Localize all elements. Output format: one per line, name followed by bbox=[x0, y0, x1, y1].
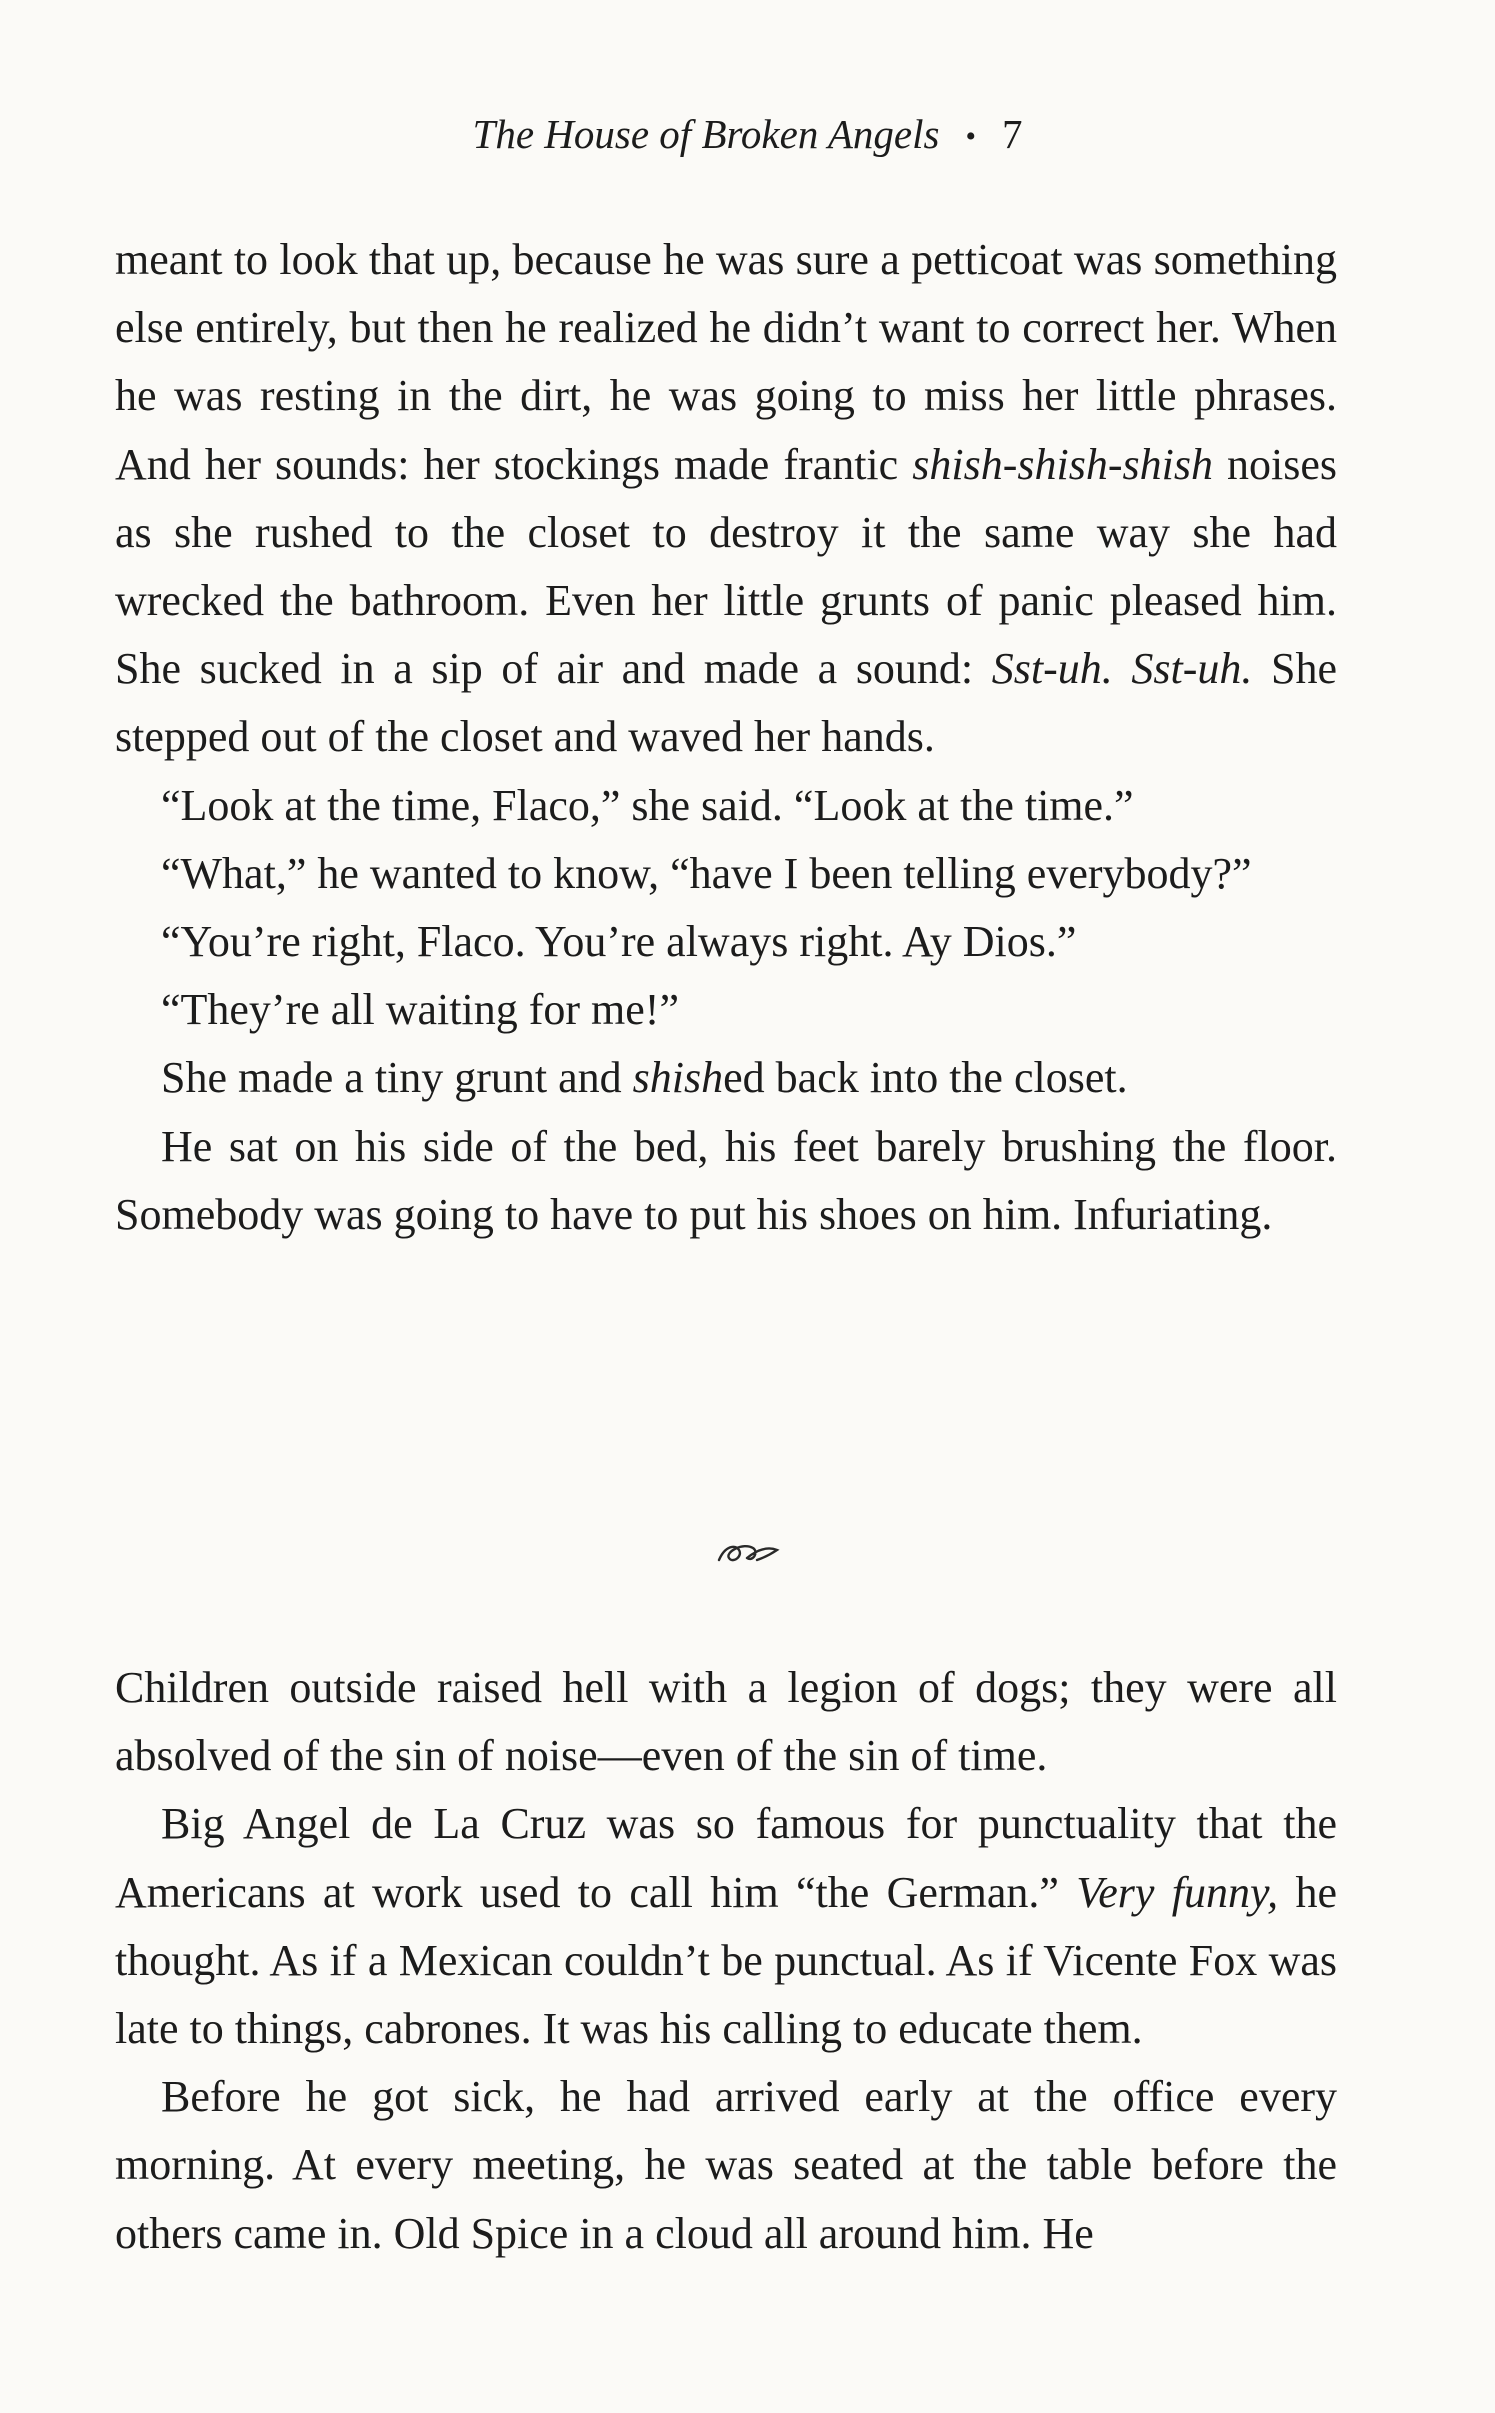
text-run: ed back into the closet. bbox=[723, 1053, 1128, 1103]
paragraph bbox=[115, 772, 1337, 840]
section-break-ornament-icon bbox=[0, 1532, 1495, 1582]
text-run: He sat on his side of the bed, his feet barely brushing the floor. Somebody was going to have to put his shoes on him. Infuriating. bbox=[115, 1121, 1337, 1239]
text-run: She stepped out of the closet and waved her hands. bbox=[115, 644, 1338, 762]
text-run: noises as she rushed to the closet to destroy it the same way she had wrecked the bathroom. Even her little grunts of panic pleased him. She sucked in a sip of air and made a sound: bbox=[115, 439, 1337, 694]
text-run: She made a tiny grunt and bbox=[161, 1053, 633, 1103]
text-section-2 bbox=[115, 1654, 1337, 2268]
italic-text: shish bbox=[632, 1053, 724, 1103]
paragraph bbox=[115, 226, 1337, 772]
text-section-1 bbox=[115, 226, 1337, 1249]
text-run: “You’re right, Flaco. You’re always right. Ay Dios.” bbox=[161, 917, 1077, 967]
italic-text: Sst-uh. Sst-uh. bbox=[991, 644, 1253, 694]
text-run: “They’re all waiting for me!” bbox=[161, 985, 679, 1035]
running-header bbox=[0, 104, 1495, 169]
text-run: meant to look that up, because he was sure a petticoat was something else entirely, but then he realized he didn’t want to correct her. When he was resting in the dirt, he was going to miss her little phrases. And her sounds: her stockings made frantic bbox=[115, 235, 1337, 489]
text-run: he thought. As if a Mexican couldn’t be punctual. As if Vicente Fox was late to things, cabrones. It was his calling to educate them. bbox=[115, 1867, 1337, 2054]
italic-text: shish-shish-shish bbox=[912, 439, 1213, 489]
paragraph bbox=[115, 976, 1337, 1044]
paragraph bbox=[115, 840, 1337, 908]
running-title: The House of Broken Angels bbox=[472, 111, 940, 157]
page-number: 7 bbox=[1001, 111, 1023, 157]
paragraph bbox=[115, 1044, 1337, 1112]
paragraph bbox=[115, 908, 1337, 976]
text-run: “Look at the time, Flaco,” she said. “Look at the time.” bbox=[161, 780, 1134, 830]
text-run: Before he got sick, he had arrived early at the office every morning. At every meeting, he was seated at the table before the others came in. Old Spice in a cloud all around him. He bbox=[115, 2072, 1337, 2258]
text-run: Children outside raised hell with a legion of dogs; they were all absolved of the sin of noise—even of the sin of time. bbox=[115, 1663, 1337, 1781]
bullet-separator: • bbox=[965, 120, 976, 153]
paragraph bbox=[115, 1790, 1337, 2063]
paragraph bbox=[115, 2063, 1337, 2268]
text-run: “What,” he wanted to know, “have I been telling everybody?” bbox=[161, 848, 1252, 898]
paragraph bbox=[115, 1113, 1337, 1249]
text-run: Big Angel de La Cruz was so famous for punctuality that the Americans at work used to call him “the German.” bbox=[115, 1799, 1337, 1917]
italic-text: Very funny, bbox=[1076, 1867, 1279, 1917]
paragraph bbox=[115, 1654, 1337, 1790]
